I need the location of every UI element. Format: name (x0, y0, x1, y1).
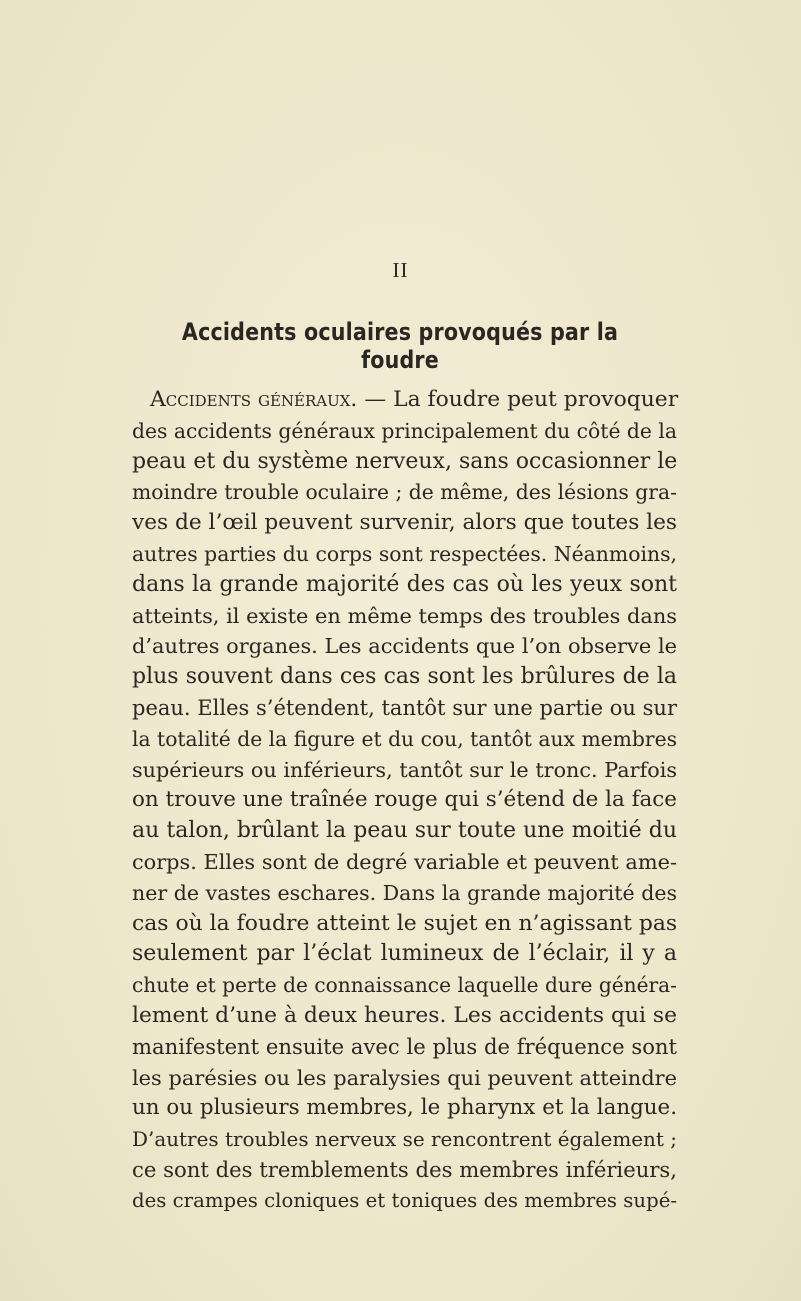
text-line-11: peau. Elles s’étendent, tantôt sur une partie ou sur (132, 695, 677, 720)
text-line-7: dans la grande majorité des cas où les yeux sont (132, 571, 677, 597)
text-line-25: D’autres troubles nerveux se rencontrent également ; (132, 1127, 677, 1152)
body-paragraph (132, 385, 677, 1217)
section-lead: Accidents généraux. (150, 387, 358, 412)
text-line-15: au talon, brûlant la peau sur toute une moitié du (132, 818, 677, 844)
text-line-17: ner de vastes eschares. Dans la grande majorité des (132, 880, 677, 905)
text-line-26: ce sont des tremblements des membres inférieurs, (132, 1156, 677, 1182)
text-line-19: seulement par l’éclat lumineux de l’éclair, il y a (132, 941, 677, 967)
text-line-14: on trouve une traînée rouge qui s’étend de la face (132, 787, 677, 813)
text-line-9: d’autres organes. Les accidents que l’on observe le (132, 634, 677, 659)
text-line-20: chute et perte de connaissance laquelle dure généra- (132, 973, 677, 998)
text-line-3: peau et du système nerveux, sans occasionner le (132, 448, 678, 474)
text-line-21: lement d’une à deux heures. Les accidents qui se (132, 1002, 677, 1028)
text-line-27: des crampes cloniques et toniques des membres supé- (132, 1188, 677, 1212)
text-line-8: atteints, il existe en même temps des troubles dans (132, 603, 677, 628)
text-line-13: supérieurs ou inférieurs, tantôt sur le tronc. Parfois (132, 757, 677, 782)
text-line-1-rest: — La foudre peut provoquer (364, 387, 679, 412)
text-line-2: des accidents généraux principalement du côté de la (132, 418, 678, 443)
text-line-4: moindre trouble oculaire ; de même, des lésions gra- (132, 480, 677, 505)
text-line-23: les parésies ou les paralysies qui peuvent atteindre (132, 1065, 677, 1090)
text-line-24: un ou plusieurs membres, le pharynx et la langue. (132, 1095, 677, 1121)
text-line-16: corps. Elles sont de degré variable et peuvent ame- (132, 849, 677, 874)
chapter-number: II (392, 258, 409, 282)
text-line-18: cas où la foudre atteint le sujet en n’agissant pas (132, 910, 678, 936)
text-line-6: autres parties du corps sont respectées. Néanmoins, (132, 541, 677, 566)
text-line-12: la totalité de la figure et du cou, tantôt aux membres (132, 726, 677, 751)
text-line-10: plus souvent dans ces cas sont les brûlures de la (132, 664, 677, 690)
text-line-5: ves de l’œil peuvent survenir, alors que toutes les (132, 510, 677, 536)
text-line-1 (132, 385, 677, 416)
chapter-title: Accidents oculaires provoqués par la foudre (181, 318, 619, 374)
text-line-22: manifestent ensuite avec le plus de fréquence sont (132, 1033, 677, 1059)
